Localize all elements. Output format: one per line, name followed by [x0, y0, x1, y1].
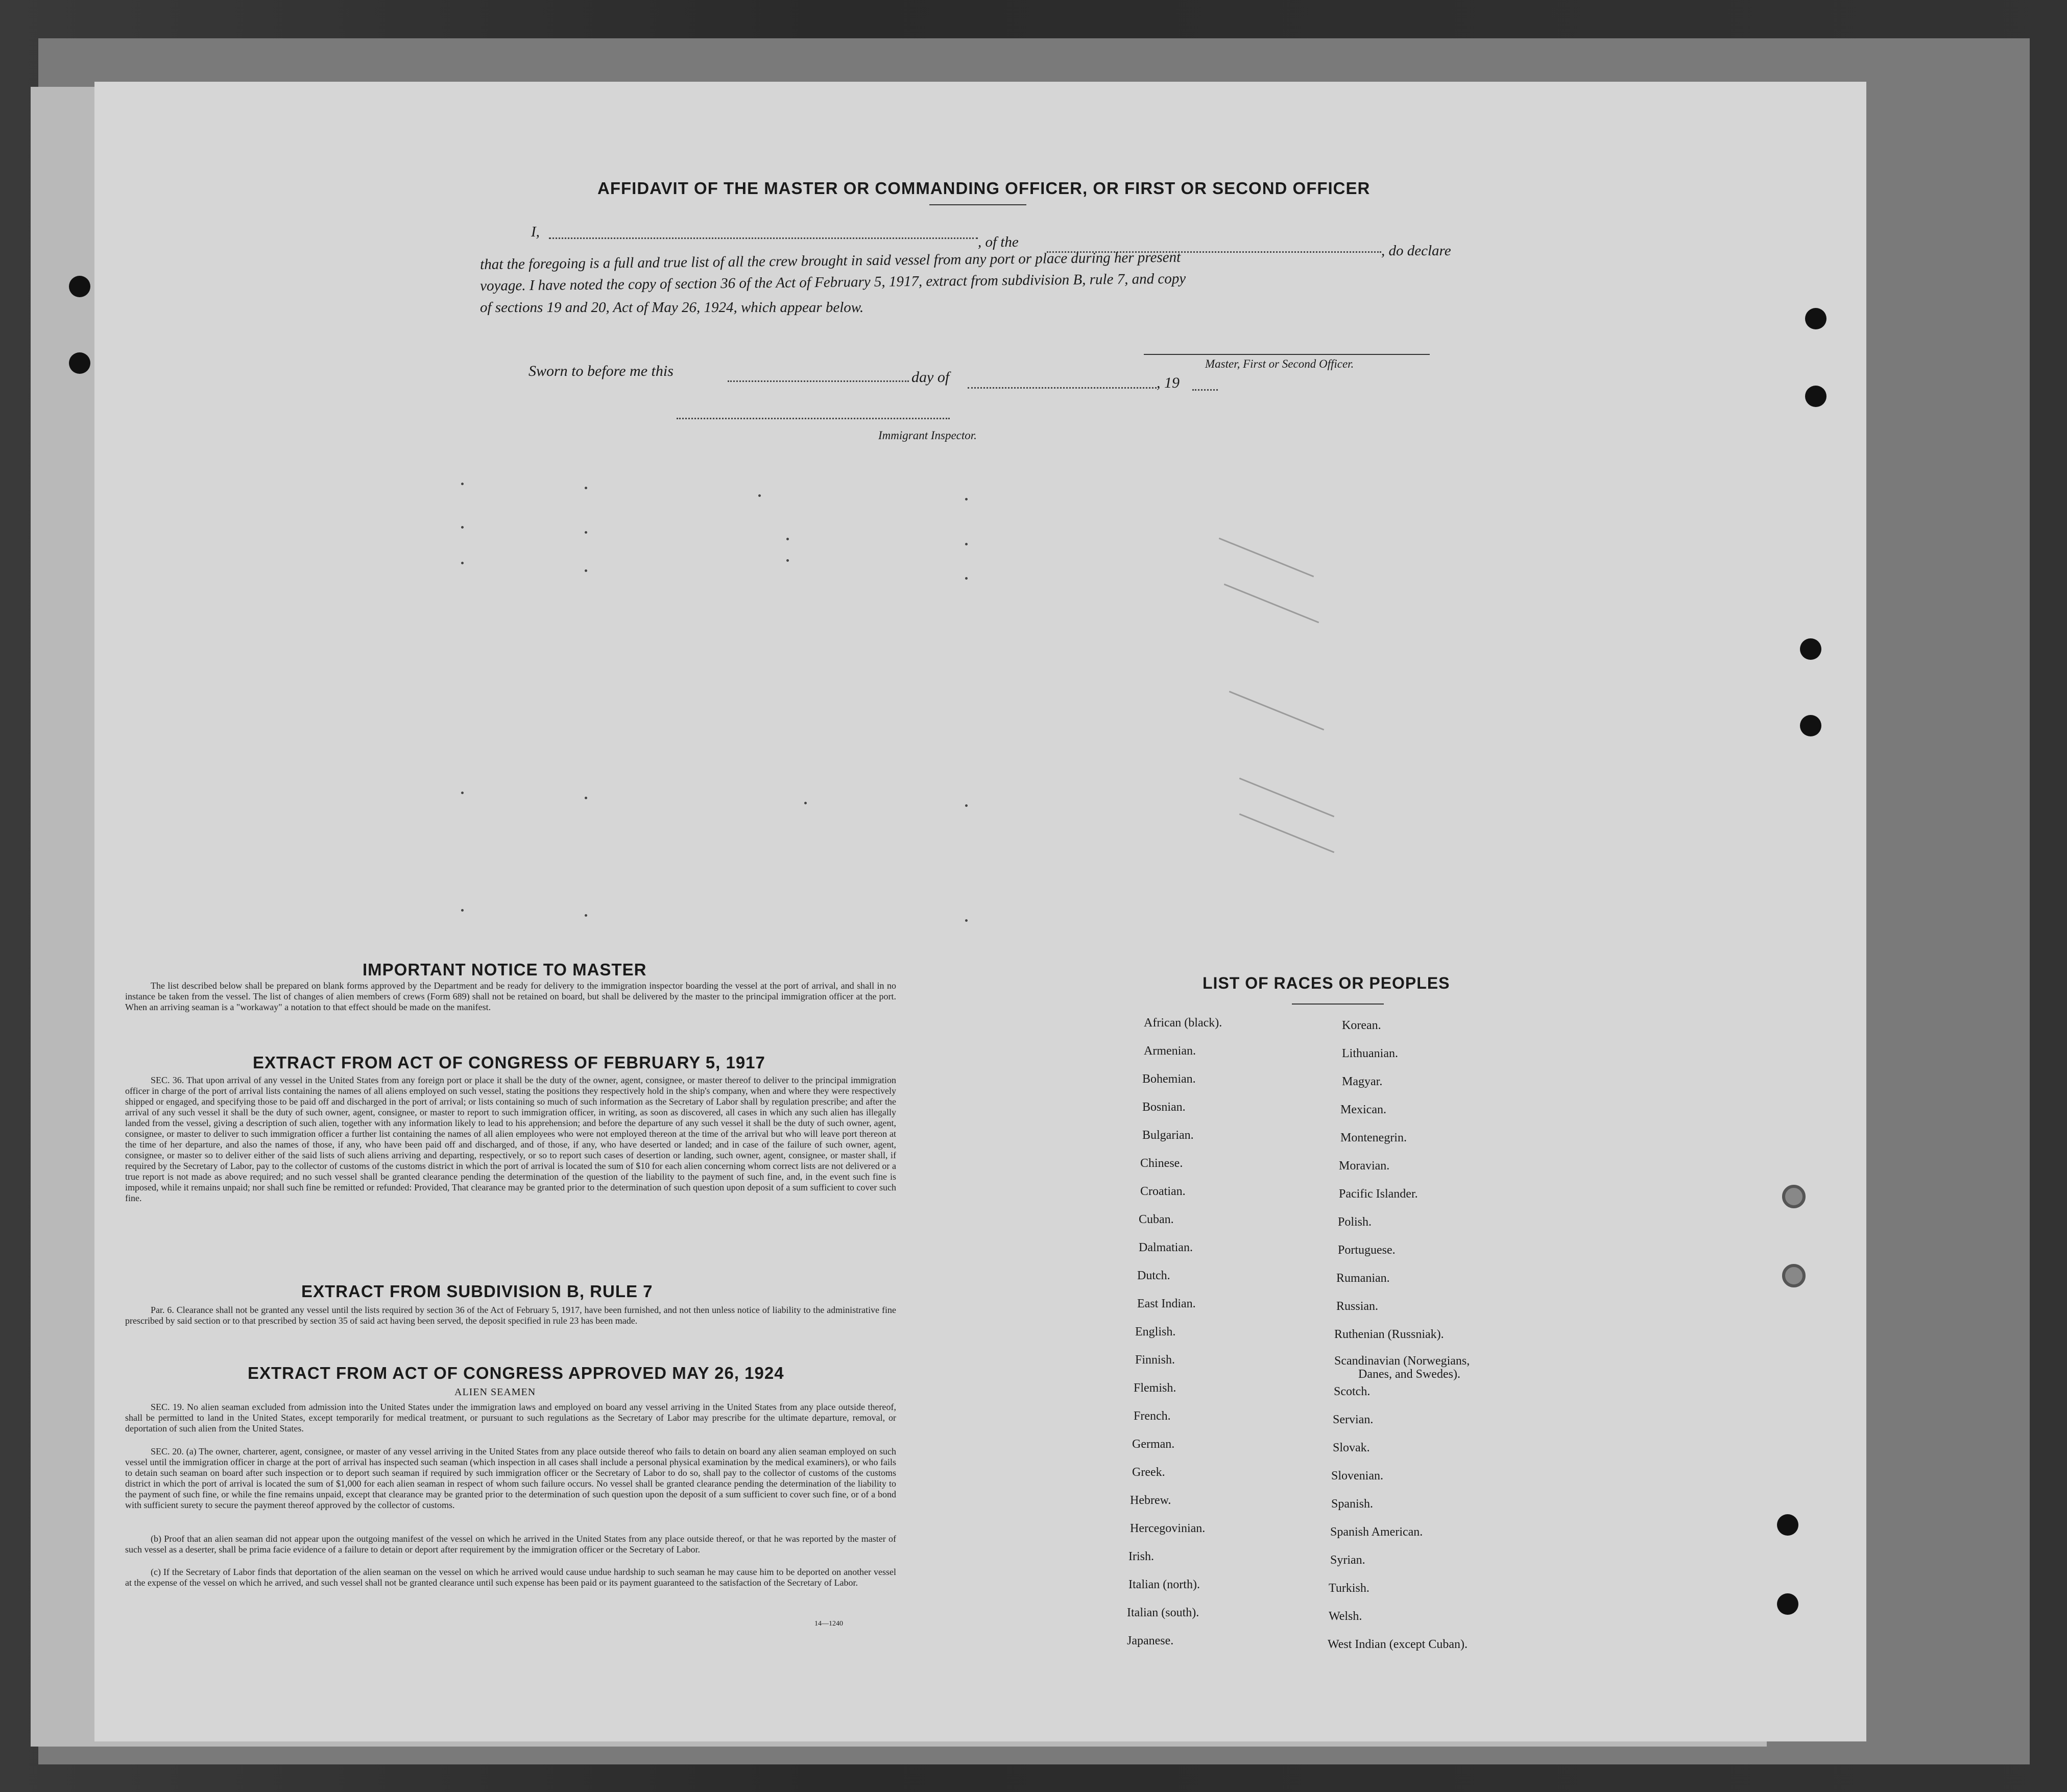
- extract-1924-sec20a: SEC. 20. (a) The owner, charterer, agent, consignee, or master of any vessel arriving in the United States from any place outside thereof who fails to detain on board any alien seaman employed on such vessel until the immigration officer in charge at the port of arrival has inspected such seaman (which inspection in all cases shall include a personal physical examination by the medical examiners), or who fails to detain such seaman on board after such inspection or to deport such seaman if required by such immigration officer or the Secretary of Labor to do so, shall pay to the collector of customs of the customs district in which the port of arrival is located the sum of $1,000 for each alien seaman in respect of whom such failure occurs. No vessel shall be granted clearance pending the determination of the liability to the payment of such fine, or while the fine remains unpaid, except that clearance may be granted prior to the determination of such question upon the deposit of a sum sufficient to cover such fine, or of a bond with sufficient surety to secure the payment thereof approved by the collector of customs.: [125, 1446, 896, 1510]
- race-item: Syrian.: [1330, 1554, 1365, 1567]
- day-of-label: day of: [911, 369, 950, 386]
- bleed-dot: [585, 487, 587, 489]
- race-item: Japanese.: [1127, 1634, 1174, 1647]
- subdivision-title: EXTRACT FROM SUBDIVISION B, RULE 7: [301, 1282, 653, 1301]
- race-item: Bulgarian.: [1142, 1129, 1194, 1142]
- race-item: Italian (north).: [1128, 1578, 1200, 1591]
- binder-hole-left-2: [69, 352, 90, 374]
- race-item: Polish.: [1338, 1215, 1372, 1229]
- binder-hole-right-3: [1800, 638, 1821, 660]
- race-item: Flemish.: [1134, 1381, 1176, 1395]
- bleed-dot: [461, 562, 464, 564]
- sworn-month-field[interactable]: [968, 387, 1157, 389]
- subdivision-body: Par. 6. Clearance shall not be granted any vessel until the lists required by section 36 of the Act of February 5, 1917, have been furnished, and not then unless notice of liability to the administrative fine prescribed by said section or to that prescribed by section 35 of said act having been served, the deposit specified in rule 23 has been made.: [125, 1305, 896, 1326]
- affidavit-of-the: , of the: [978, 234, 1019, 250]
- notice-body: The list described below shall be prepared on blank forms approved by the Department and be ready for delivery to the immigration inspector boarding the vessel at the port of arrival, and shall in no instance be taken from the vessel. The list of changes of alien members of crews (Form 689) shall not be retained on board, but shall be delivered by the master to the principal immigration officer at the port. When an arriving seaman is a "workaway" a notation to that effect should be made on the manifest.: [125, 981, 896, 1012]
- race-item: Chinese.: [1140, 1157, 1183, 1170]
- race-item: Cuban.: [1139, 1213, 1174, 1226]
- bleed-dot: [585, 797, 587, 799]
- race-item: Bohemian.: [1142, 1072, 1196, 1086]
- race-item: Russian.: [1336, 1300, 1379, 1313]
- race-item: Armenian.: [1144, 1044, 1196, 1058]
- master-signature-label: Master, First or Second Officer.: [1205, 357, 1354, 370]
- bleed-dot: [965, 577, 968, 580]
- inspector-label: Immigrant Inspector.: [878, 429, 977, 442]
- bleed-dot: [965, 543, 968, 545]
- race-item: Pacific Islander.: [1339, 1187, 1418, 1201]
- affidavit-title: AFFIDAVIT OF THE MASTER OR COMMANDING OFFICER, OR FIRST OR SECOND OFFICER: [597, 179, 1371, 198]
- race-item: Finnish.: [1135, 1353, 1175, 1367]
- bleed-dot: [758, 494, 761, 497]
- binder-hole-right-5: [1782, 1185, 1806, 1208]
- race-item: Rumanian.: [1336, 1272, 1390, 1285]
- extract-1924-sec20c: (c) If the Secretary of Labor finds that deportation of the alien seaman on the vessel on which he arrived would cause undue hardship to such seaman he may cause him to be deported on another vessel at the expense of the vessel on which he arrived, and such vessel shall not be granted clearance until such expense has been paid or its payment guaranteed to the satisfaction of the Secretary of Labor.: [125, 1567, 896, 1588]
- binder-hole-right-6: [1782, 1264, 1806, 1287]
- affidavit-i: I,: [531, 224, 540, 240]
- race-item: African (black).: [1144, 1016, 1222, 1030]
- affidavit-line-3: voyage. I have noted the copy of section 36 of the Act of February 5, 1917, extract from subdivision B, rule 7, and copy: [480, 270, 1186, 294]
- form-number: 14—1240: [814, 1620, 843, 1628]
- race-item: Scotch.: [1334, 1385, 1371, 1398]
- race-item: Spanish.: [1331, 1497, 1374, 1511]
- extract-1924-sec19: SEC. 19. No alien seaman excluded from admission into the United States under the immigration laws and employed on board any vessel arriving in the United States from any place outside thereof, shall be permitted to land in the United States, except temporarily for medical treatment, or pursuant to such regulations as the Secretary of Labor may prescribe for the ultimate departure, removal, or deportation of such alien from the United States.: [125, 1402, 896, 1433]
- race-item: Moravian.: [1339, 1159, 1390, 1173]
- extract-1924-title: EXTRACT FROM ACT OF CONGRESS APPROVED MAY 26, 1924: [248, 1364, 784, 1382]
- binder-hole-right-7: [1777, 1514, 1798, 1536]
- affidavit-title-rule: [929, 204, 1026, 205]
- bleed-dot: [965, 919, 968, 922]
- race-item: German.: [1132, 1438, 1175, 1451]
- races-title-rule: [1292, 1003, 1384, 1005]
- race-item: West Indian (except Cuban).: [1328, 1638, 1468, 1651]
- binder-hole-right-4: [1800, 715, 1821, 736]
- alien-seamen-subtitle: ALIEN SEAMEN: [454, 1387, 536, 1398]
- extract-1924-sec20b: (b) Proof that an alien seaman did not appear upon the outgoing manifest of the vessel on which he arrived in the United States from any place outside thereof, or that he was reported by the master of such vessel as a deserter, shall be prima facie evidence of a failure to detain or deport after requirement by the immigration officer or the Secretary of Labor.: [125, 1534, 896, 1555]
- race-item: Croatian.: [1140, 1185, 1186, 1198]
- master-signature-line[interactable]: [1144, 354, 1430, 355]
- race-item: Spanish American.: [1330, 1525, 1423, 1539]
- bleed-dot: [461, 526, 464, 529]
- sworn-label: Sworn to before me this: [528, 363, 674, 379]
- race-item: Dutch.: [1137, 1269, 1170, 1282]
- race-item: Magyar.: [1342, 1075, 1383, 1088]
- race-item: Hercegovinian.: [1130, 1522, 1206, 1535]
- bleed-dot: [965, 498, 968, 500]
- bleed-dot: [585, 569, 587, 572]
- affidavit-declare: , do declare: [1381, 243, 1451, 259]
- bleed-dot: [585, 914, 587, 917]
- year-label: , 19: [1157, 374, 1180, 391]
- sworn-day-field[interactable]: [728, 380, 909, 382]
- race-item: Korean.: [1342, 1019, 1381, 1032]
- binder-hole-right-8: [1777, 1593, 1798, 1615]
- race-item: East Indian.: [1137, 1297, 1196, 1310]
- race-item: Dalmatian.: [1139, 1241, 1193, 1254]
- sworn-year-field[interactable]: [1192, 389, 1218, 391]
- race-item: Slovak.: [1333, 1441, 1370, 1454]
- race-item: Ruthenian (Russniak).: [1334, 1328, 1444, 1341]
- binder-hole-right-2: [1805, 386, 1826, 407]
- race-item: English.: [1135, 1325, 1176, 1339]
- affiant-name-field[interactable]: [549, 237, 978, 239]
- race-item: Montenegrin.: [1340, 1131, 1407, 1144]
- race-item: Lithuanian.: [1342, 1047, 1398, 1060]
- binder-hole-right-1: [1805, 308, 1826, 329]
- inspector-signature-line[interactable]: [677, 418, 950, 419]
- race-item: French.: [1134, 1409, 1171, 1423]
- race-item: Irish.: [1128, 1550, 1154, 1563]
- race-item: Bosnian.: [1142, 1101, 1186, 1114]
- affidavit-line-2: that the foregoing is a full and true list of all the crew brought in said vessel from any port or place during her present: [480, 249, 1181, 273]
- race-item: Danes, and Swedes).: [1358, 1368, 1460, 1381]
- bleed-dot: [585, 531, 587, 534]
- bleed-dot: [786, 559, 789, 562]
- race-item: Portuguese.: [1338, 1244, 1396, 1257]
- race-item: Hebrew.: [1130, 1494, 1171, 1507]
- race-item: Greek.: [1132, 1466, 1165, 1479]
- race-item: Turkish.: [1329, 1582, 1369, 1595]
- race-item: Mexican.: [1340, 1103, 1386, 1116]
- bleed-dot: [965, 804, 968, 807]
- race-item: Scandinavian (Norwegians,: [1334, 1354, 1470, 1368]
- bleed-dot: [461, 483, 464, 485]
- bleed-dot: [461, 909, 464, 912]
- race-item: Slovenian.: [1331, 1469, 1383, 1483]
- extract-1917-title: EXTRACT FROM ACT OF CONGRESS OF FEBRUARY 5, 1917: [253, 1053, 765, 1072]
- extract-1917-body: SEC. 36. That upon arrival of any vessel in the United States from any foreign port or place it shall be the duty of the owner, agent, consignee, or master thereof to deliver to the principal immigration officer in charge of the port of arrival lists containing the names of all aliens employed on such vessel, stating the positions they respectively hold in the ship's company, when and where they were respectively shipped or engaged, and specifying those to be paid off and discharged in the port of arrival; or lists containing so much of such information as the Secretary of Labor shall by regulation prescribe; and after the arrival of any such vessel it shall be the duty of such owner, agent, consignee, or master to report to such immigration officer, in writing, as soon as discovered, all cases in which any such alien has illegally landed from the vessel, giving a description of such alien, together with any information likely to lead to his apprehension; and before the departure of any such vessel it shall be the duty of such owner, agent, consignee, or master to deliver to such immigration officer a further list containing the names of all alien employees who were not employed thereon at the time of the arrival but who will leave port thereon at the time of her departure, and also the names of those, if any, who have been paid off and discharged, and of those, if any, who have deserted or landed; and in case of the failure of such owner, agent, consignee, or master so to deliver either of the said lists of such aliens arriving and departing, respectively, or so to report such cases of desertion or landing, such owner, agent, consignee, or master shall, if required by the Secretary of Labor, pay to the collector of customs of the customs district in which the port of arrival is located the sum of $10 for each alien concerning whom correct lists are not delivered or a true report is not made as above required; and no such vessel shall be granted clearance pending the determination of the question of the liability to the payment of such fine, and, in the event such fine is imposed, while it remains unpaid; nor shall such fine be remitted or refunded: Provided, That clearance may be granted prior to the determination of such question upon deposit of a sum sufficient to cover such fine.: [125, 1075, 896, 1203]
- bleed-dot: [461, 792, 464, 794]
- races-title: LIST OF RACES OR PEOPLES: [1203, 974, 1450, 992]
- bleed-dot: [786, 538, 789, 540]
- affidavit-line-4: of sections 19 and 20, Act of May 26, 1924, which appear below.: [480, 299, 864, 316]
- notice-title: IMPORTANT NOTICE TO MASTER: [363, 960, 647, 979]
- binder-hole-left-1: [69, 276, 90, 297]
- bleed-dot: [804, 802, 807, 804]
- race-item: Servian.: [1333, 1413, 1374, 1426]
- race-item: Welsh.: [1329, 1610, 1362, 1623]
- race-item: Italian (south).: [1127, 1606, 1199, 1619]
